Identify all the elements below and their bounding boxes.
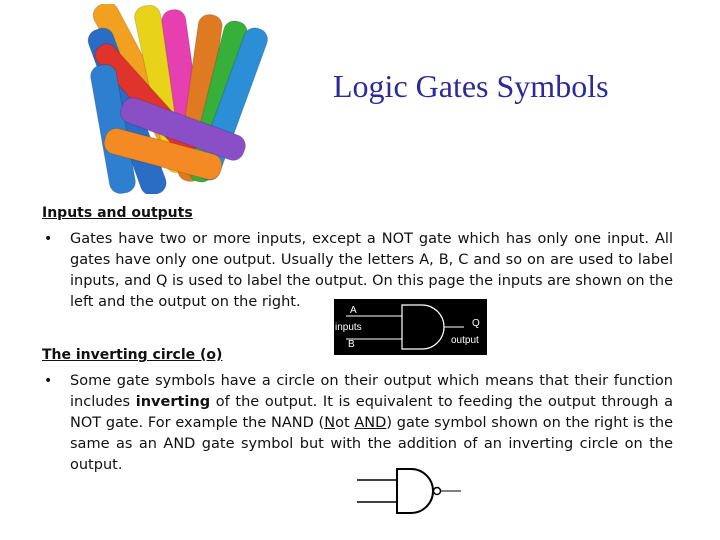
underlined-and: AND — [354, 415, 387, 431]
paragraph-inverting-circle — [70, 371, 673, 476]
label-output: output — [451, 335, 479, 346]
and-gate-diagram — [334, 299, 487, 355]
label-inputs: inputs — [335, 322, 362, 333]
text-segment: of the output. It is equivalent to feeding the output through a NOT gate. For example the NAND ( — [70, 394, 673, 431]
label-a: A — [350, 305, 357, 316]
label-q: Q — [472, 318, 480, 329]
underlined-n: N — [324, 415, 336, 431]
label-b: B — [348, 339, 355, 350]
bullet-marker: • — [44, 373, 53, 389]
paragraph-inputs-outputs: Gates have two or more inputs, except a NOT gate which has only one input. All gates have only one output. Usually the letters A, B, C and so on are used to label inputs, and Q is used to label the output. On this page the inputs are shown on the left and the output on the right. — [70, 231, 673, 310]
text-segment: ) gate symbol shown on the right is the same as an AND gate symbol but with the addition of an inverting circle on the output. — [70, 415, 674, 473]
colored-chalk-image — [60, 4, 275, 194]
text-segment: Some gate symbols have a circle on their output which means that their function includes — [70, 373, 673, 410]
section-heading-inputs-outputs: Inputs and outputs — [42, 205, 193, 221]
bold-word-inverting: inverting — [135, 394, 211, 410]
bullet-marker: • — [44, 231, 53, 247]
section-heading-inverting-circle: The inverting circle (o) — [42, 347, 223, 363]
text-segment: ot — [335, 415, 355, 431]
nand-gate-icon — [355, 466, 465, 516]
slide-title: Logic Gates Symbols — [333, 68, 609, 104]
